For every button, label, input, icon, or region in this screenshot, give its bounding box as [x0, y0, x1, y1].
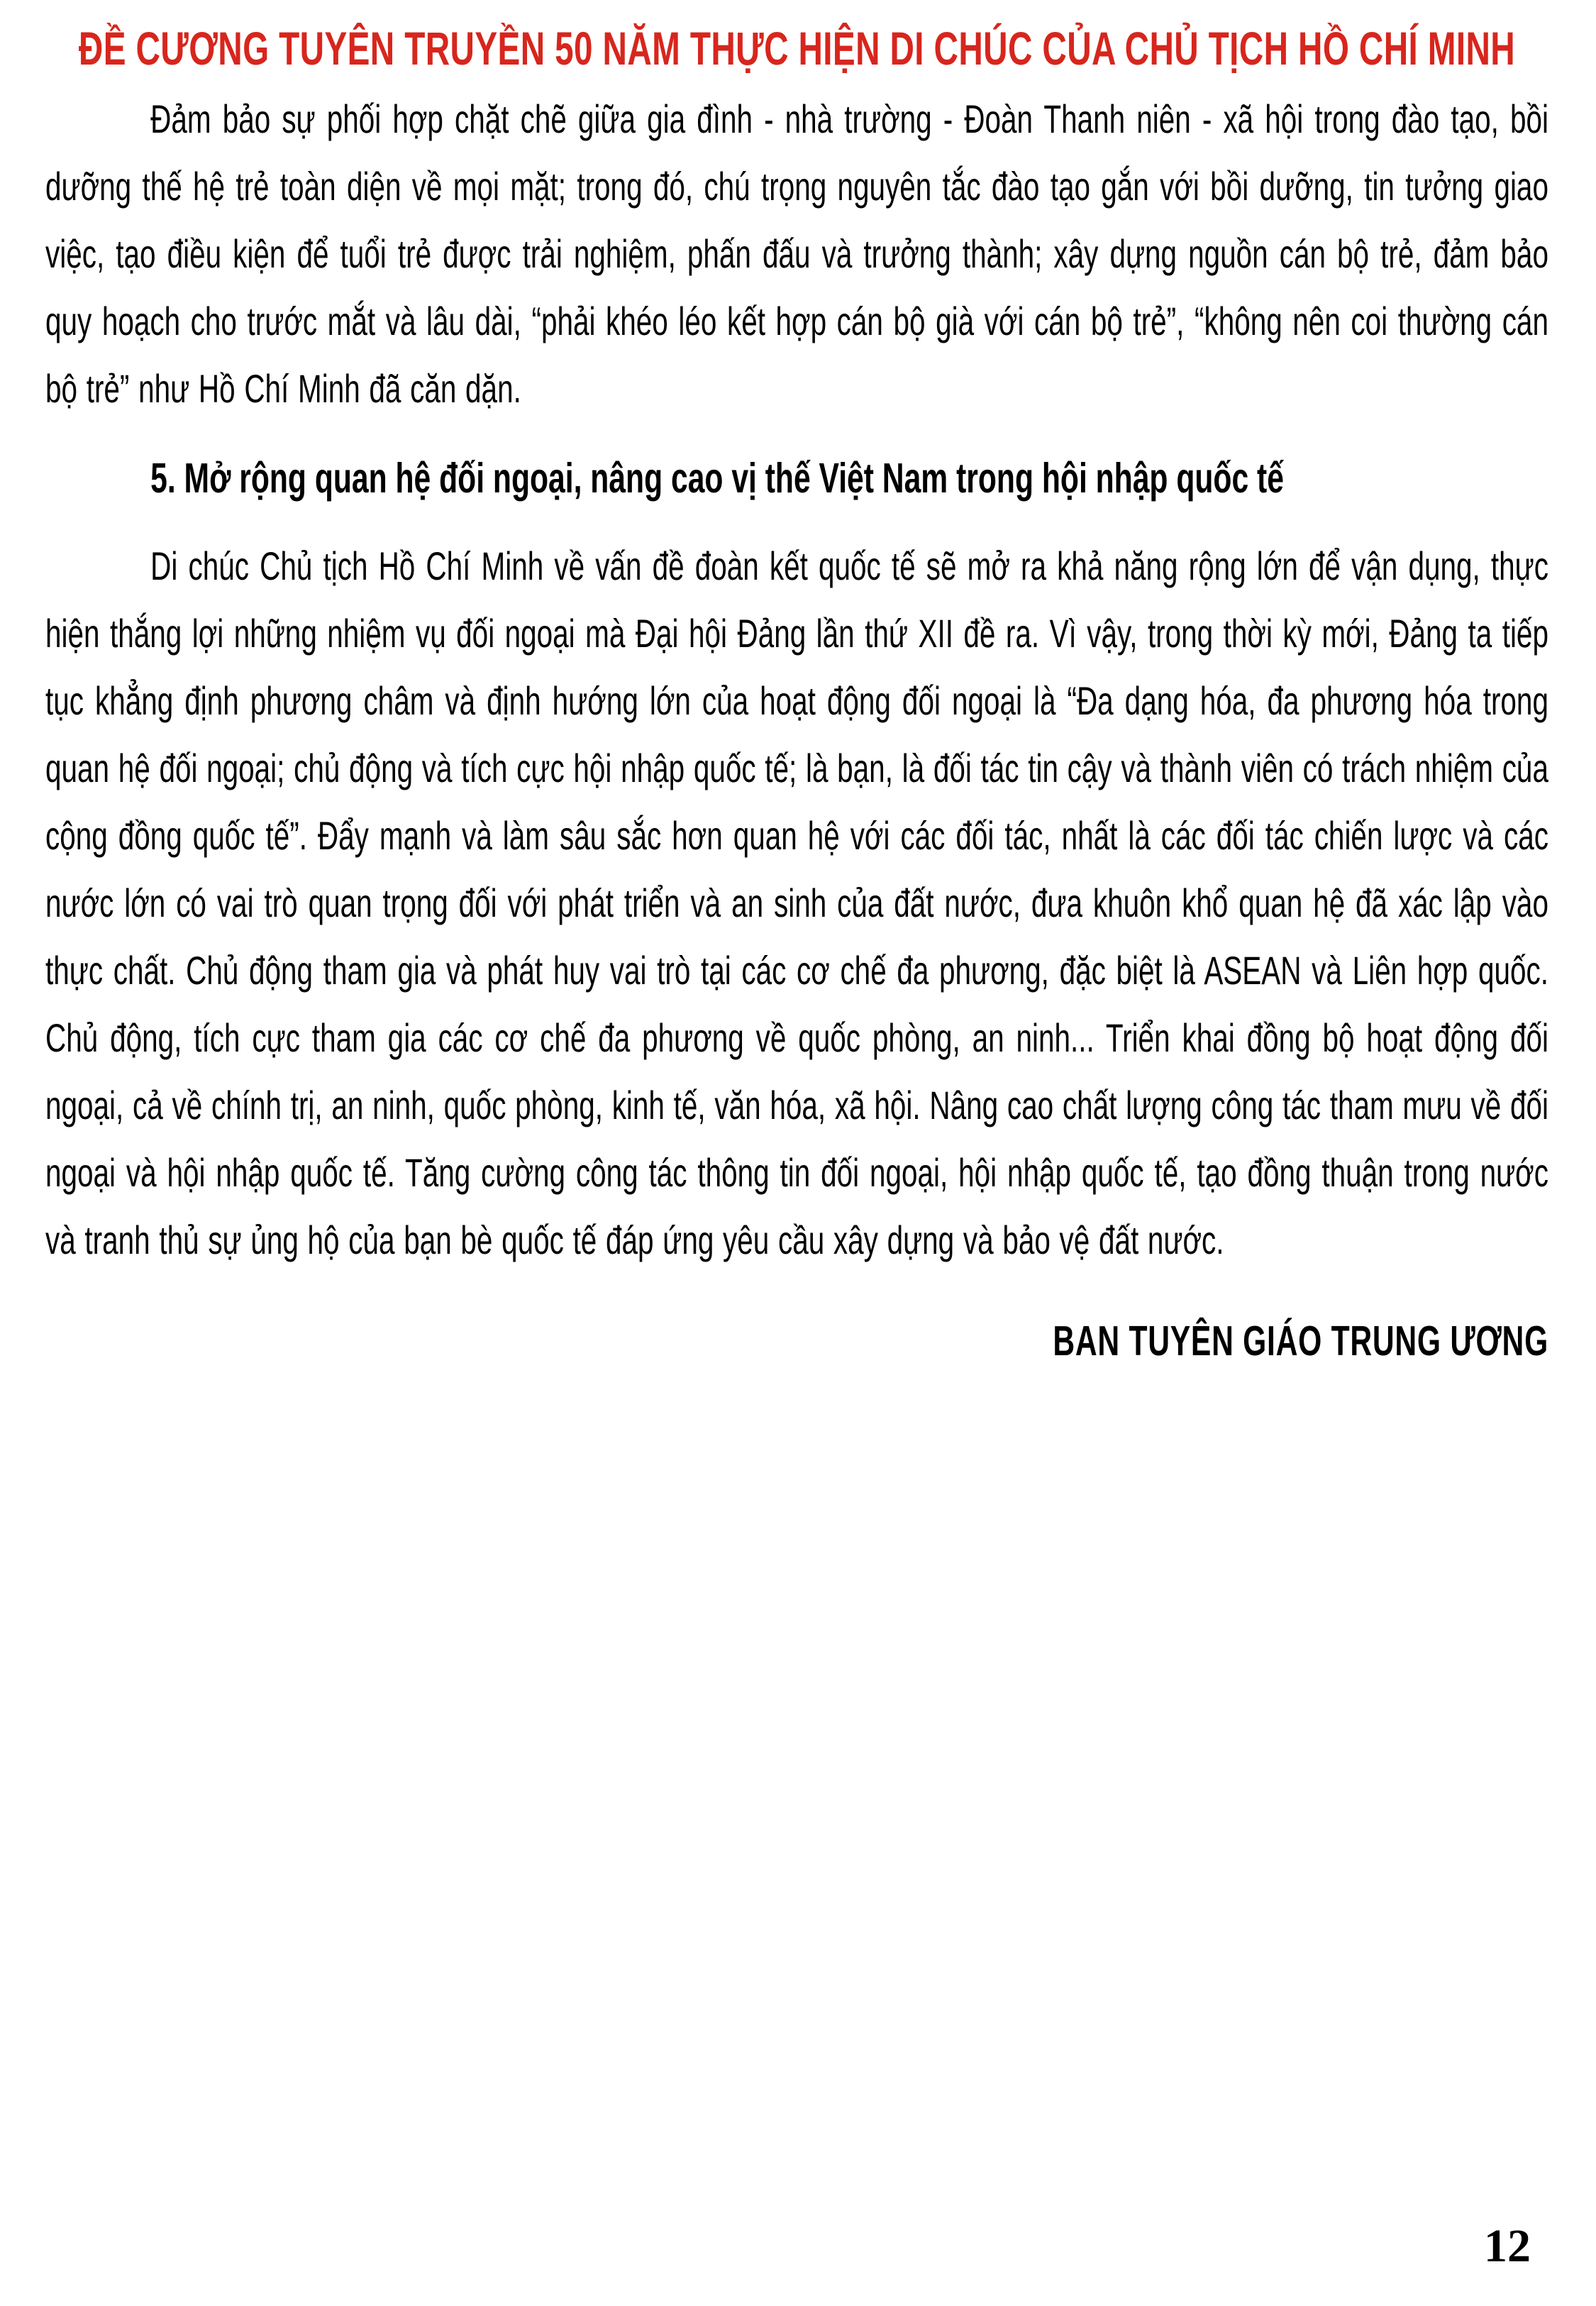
paragraph-youth-training: Đảm bảo sự phối hợp chặt chẽ giữa gia đình - nhà trường - Đoàn Thanh niên - xã hội trong đào tạo, bồi dưỡng thế hệ trẻ toàn diện về mọi mặt; trong đó, chú trọng nguyên tắc đào tạo gắn với bồi dưỡng, tin tưởng giao việc, tạo điều kiện để tuổi trẻ được trải nghiệm, phấn đấu và trưởng thành; xây dựng nguồn cán bộ trẻ, đảm bảo quy hoạch cho trước mắt và lâu dài, “phải khéo léo kết hợp cán bộ già với cán bộ trẻ”, “không nên coi thường cán bộ trẻ” như Hồ Chí Minh đã căn dặn.	[45, 96, 1548, 411]
section-5-heading: 5. Mở rộng quan hệ đối ngoại, nâng cao vị thế Việt Nam trong hội nhập quốc tế	[150, 455, 1284, 502]
page-number: 12	[1484, 2220, 1531, 2272]
paragraph-foreign-relations: Di chúc Chủ tịch Hồ Chí Minh về vấn đề đoàn kết quốc tế sẽ mở ra khả năng rộng lớn để vận dụng, thực hiện thắng lợi những nhiệm vụ đối ngoại mà Đại hội Đảng lần thứ XII đề ra. Vì vậy, trong thời kỳ mới, Đảng ta tiếp tục khẳng định phương châm và định hướng lớn của hoạt động đối ngoại là “Đa dạng hóa, đa phương hóa trong quan hệ đối ngoại; chủ động và tích cực hội nhập quốc tế; là bạn, là đối tác tin cậy và thành viên có trách nhiệm của cộng đồng quốc tế”. Đẩy mạnh và làm sâu sắc hơn quan hệ với các đối tác, nhất là các đối tác chiến lược và các nước lớn có vai trò quan trọng đối với phát triển và an sinh của đất nước, đưa khuôn khổ quan hệ đã xác lập vào thực chất. Chủ động tham gia và phát huy vai trò tại các cơ chế đa phương, đặc biệt là ASEAN và Liên hợp quốc. Chủ động, tích cực tham gia các cơ chế đa phương về quốc phòng, an ninh... Triển khai đồng bộ hoạt động đối ngoại, cả về chính trị, an ninh, quốc phòng, kinh tế, văn hóa, xã hội. Nâng cao chất lượng công tác tham mưu về đối ngoại và hội nhập quốc tế. Tăng cường công tác thông tin đối ngoại, hội nhập quốc tế, tạo đồng thuận trong nước và tranh thủ sự ủng hộ của bạn bè quốc tế đáp ứng yêu cầu xây dựng và bảo vệ đất nước.	[45, 544, 1548, 1262]
document-title: ĐỀ CƯƠNG TUYÊN TRUYỀN 50 NĂM THỰC HIỆN DI CHÚC CỦA CHỦ TỊCH HỒ CHÍ MINH	[78, 22, 1516, 75]
document-content	[45, 11, 1548, 1375]
signature-line: BAN TUYÊN GIÁO TRUNG ƯƠNG	[1053, 1318, 1548, 1364]
